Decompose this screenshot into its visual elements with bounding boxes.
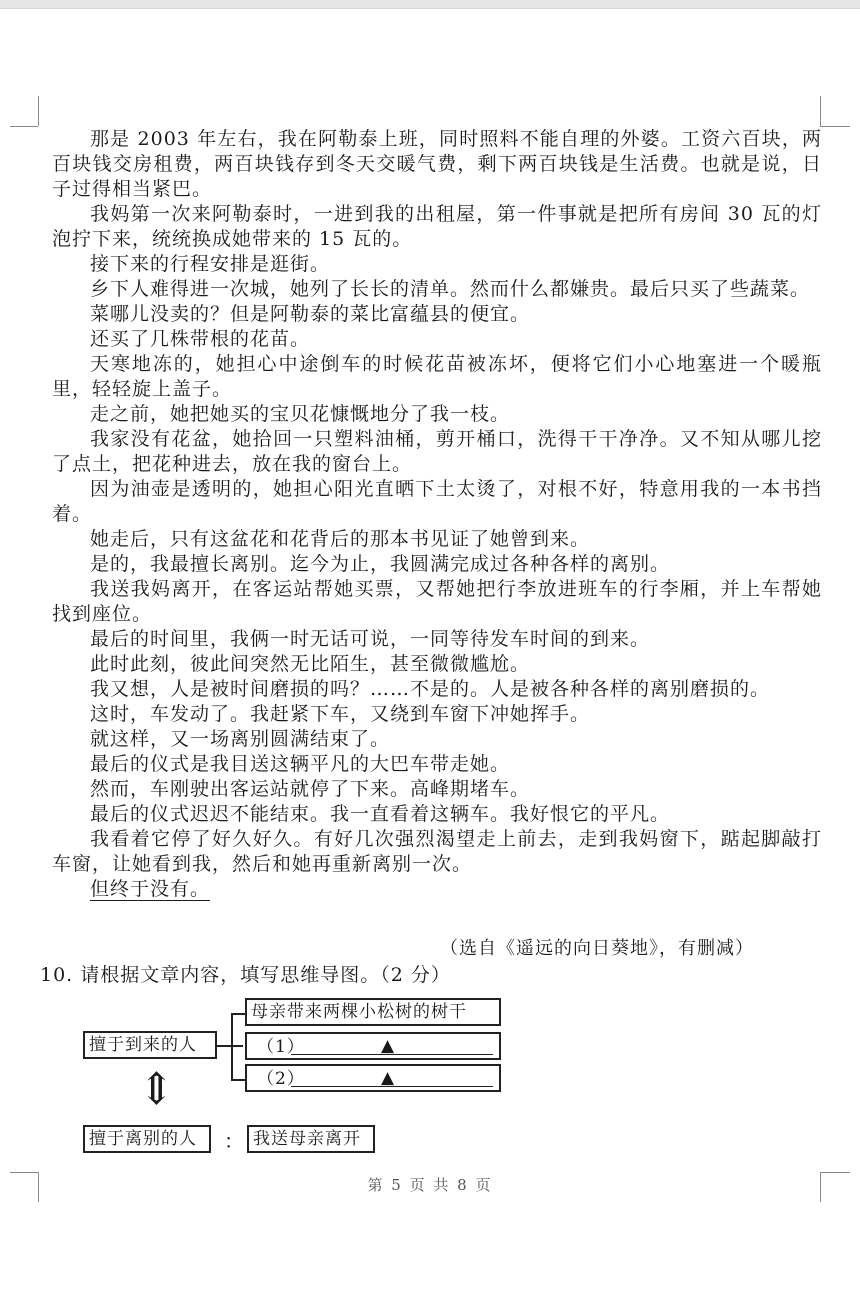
blank-number: （1） <box>257 1037 305 1057</box>
page-footer: 第 5 页 共 8 页 <box>367 1176 493 1194</box>
crop-mark-top-left-h <box>10 126 38 127</box>
paragraph: 菜哪儿没卖的？但是阿勒泰的菜比富蕴县的便宜。 <box>90 303 531 325</box>
leave-item-box: 我送母亲离开 <box>247 1125 375 1153</box>
connector-line <box>217 1045 231 1047</box>
final-paragraph <box>52 877 822 902</box>
blank-number: （2） <box>257 1069 305 1089</box>
triangle-icon: ▲ <box>381 1068 396 1088</box>
paragraph: 还买了几株带根的花苗。 <box>90 328 311 350</box>
paragraph: 最后的仪式是我目送这辆平凡的大巴车带走她。 <box>90 753 511 775</box>
paragraph: 我看着它停了好久好久。有好几次强烈渴望走上前去，走到我妈窗下，踮起脚敲打车窗，让她看到我，然后和她再重新离别一次。 <box>52 828 822 875</box>
crop-mark-top-right-v <box>820 96 821 126</box>
article-body <box>52 127 822 902</box>
paragraph: 乡下人难得进一次城，她列了长长的清单。然而什么都嫌贵。最后只买了些蔬菜。 <box>90 278 811 300</box>
crop-mark-top-left-v <box>38 96 39 126</box>
paragraph: 走之前，她把她买的宝贝花慷慨地分了我一枝。 <box>90 403 511 425</box>
arrive-item-box: 母亲带来两棵小松树的树干 <box>245 998 501 1026</box>
paragraph: 那是 2003 年左右，我在阿勒泰上班，同时照料不能自理的外婆。工资六百块，两百块钱交房租费，两百块钱存到冬天交暖气费，剩下两百块钱是生活费。也就是说，日子过得相当紧巴。 <box>52 128 822 200</box>
answer-blank-1[interactable] <box>245 1032 501 1060</box>
viewer-top-bar <box>0 0 860 9</box>
triangle-icon: ▲ <box>381 1036 396 1056</box>
crop-mark-bottom-left-h <box>10 1172 38 1173</box>
crop-mark-bottom-right-h <box>820 1172 850 1173</box>
paragraph: 此时此刻，彼此间突然无比陌生，甚至微微尴尬。 <box>90 653 531 675</box>
paragraph: 接下来的行程安排是逛街。 <box>90 253 331 275</box>
paragraph: 因为油壶是透明的，她担心阳光直晒下土太烫了，对根不好，特意用我的一本书挡着。 <box>52 478 822 525</box>
leave-label-box: 擅于离别的人 <box>83 1125 211 1153</box>
paragraph: 最后的时间里，我俩一时无话可说，一同等待发车时间的到来。 <box>90 628 651 650</box>
paragraph: 就这样，又一场离别圆满结束了。 <box>90 728 391 750</box>
paragraph: 我又想，人是被时间磨损的吗？……不是的。人是被各种各样的离别磨损的。 <box>90 678 771 700</box>
colon: ： <box>224 1129 244 1153</box>
source-citation: （选自《遥远的向日葵地》，有删减） <box>440 938 754 959</box>
paragraph: 这时，车发动了。我赶紧下车，又绕到车窗下冲她挥手。 <box>90 703 591 725</box>
paragraph: 最后的仪式迟迟不能结束。我一直看着这辆车。我好恨它的平凡。 <box>90 803 671 825</box>
paragraph: 我送我妈离开，在客运站帮她买票，又帮她把行李放进班车的行李厢，并上车帮她找到座位。 <box>52 578 822 625</box>
final-line-underlined: 但终于没有。 <box>90 878 211 900</box>
double-arrow-icon: ⇕ <box>138 1064 175 1115</box>
question-10: 10. 请根据文章内容，填写思维导图。（2 分） <box>40 964 451 986</box>
paragraph: 然而，车刚驶出客运站就停了下来。高峰期堵车。 <box>90 778 531 800</box>
arrive-label-box: 擅于到来的人 <box>83 1031 217 1059</box>
paragraph: 是的，我最擅长离别。迄今为止，我圆满完成过各种各样的离别。 <box>90 553 671 575</box>
paragraph: 天寒地冻的，她担心中途倒车的时候花苗被冻坏，便将它们小心地塞进一个暖瓶里，轻轻旋上盖子。 <box>52 353 822 400</box>
paragraph: 我家没有花盆，她拾回一只塑料油桶，剪开桶口，洗得干干净净。又不知从哪儿挖了点土，把花种进去，放在我的窗台上。 <box>52 428 822 475</box>
brace-bracket <box>231 1013 245 1081</box>
paragraph: 她走后，只有这盆花和花背后的那本书见证了她曾到来。 <box>90 528 591 550</box>
crop-mark-top-right-h <box>820 126 850 127</box>
paragraph: 我妈第一次来阿勒泰时，一进到我的出租屋，第一件事就是把所有房间 30 瓦的灯泡拧下来，统统换成她带来的 15 瓦的。 <box>52 203 822 250</box>
brace-middle-tick <box>231 1045 243 1047</box>
answer-blank-2[interactable] <box>245 1064 501 1092</box>
